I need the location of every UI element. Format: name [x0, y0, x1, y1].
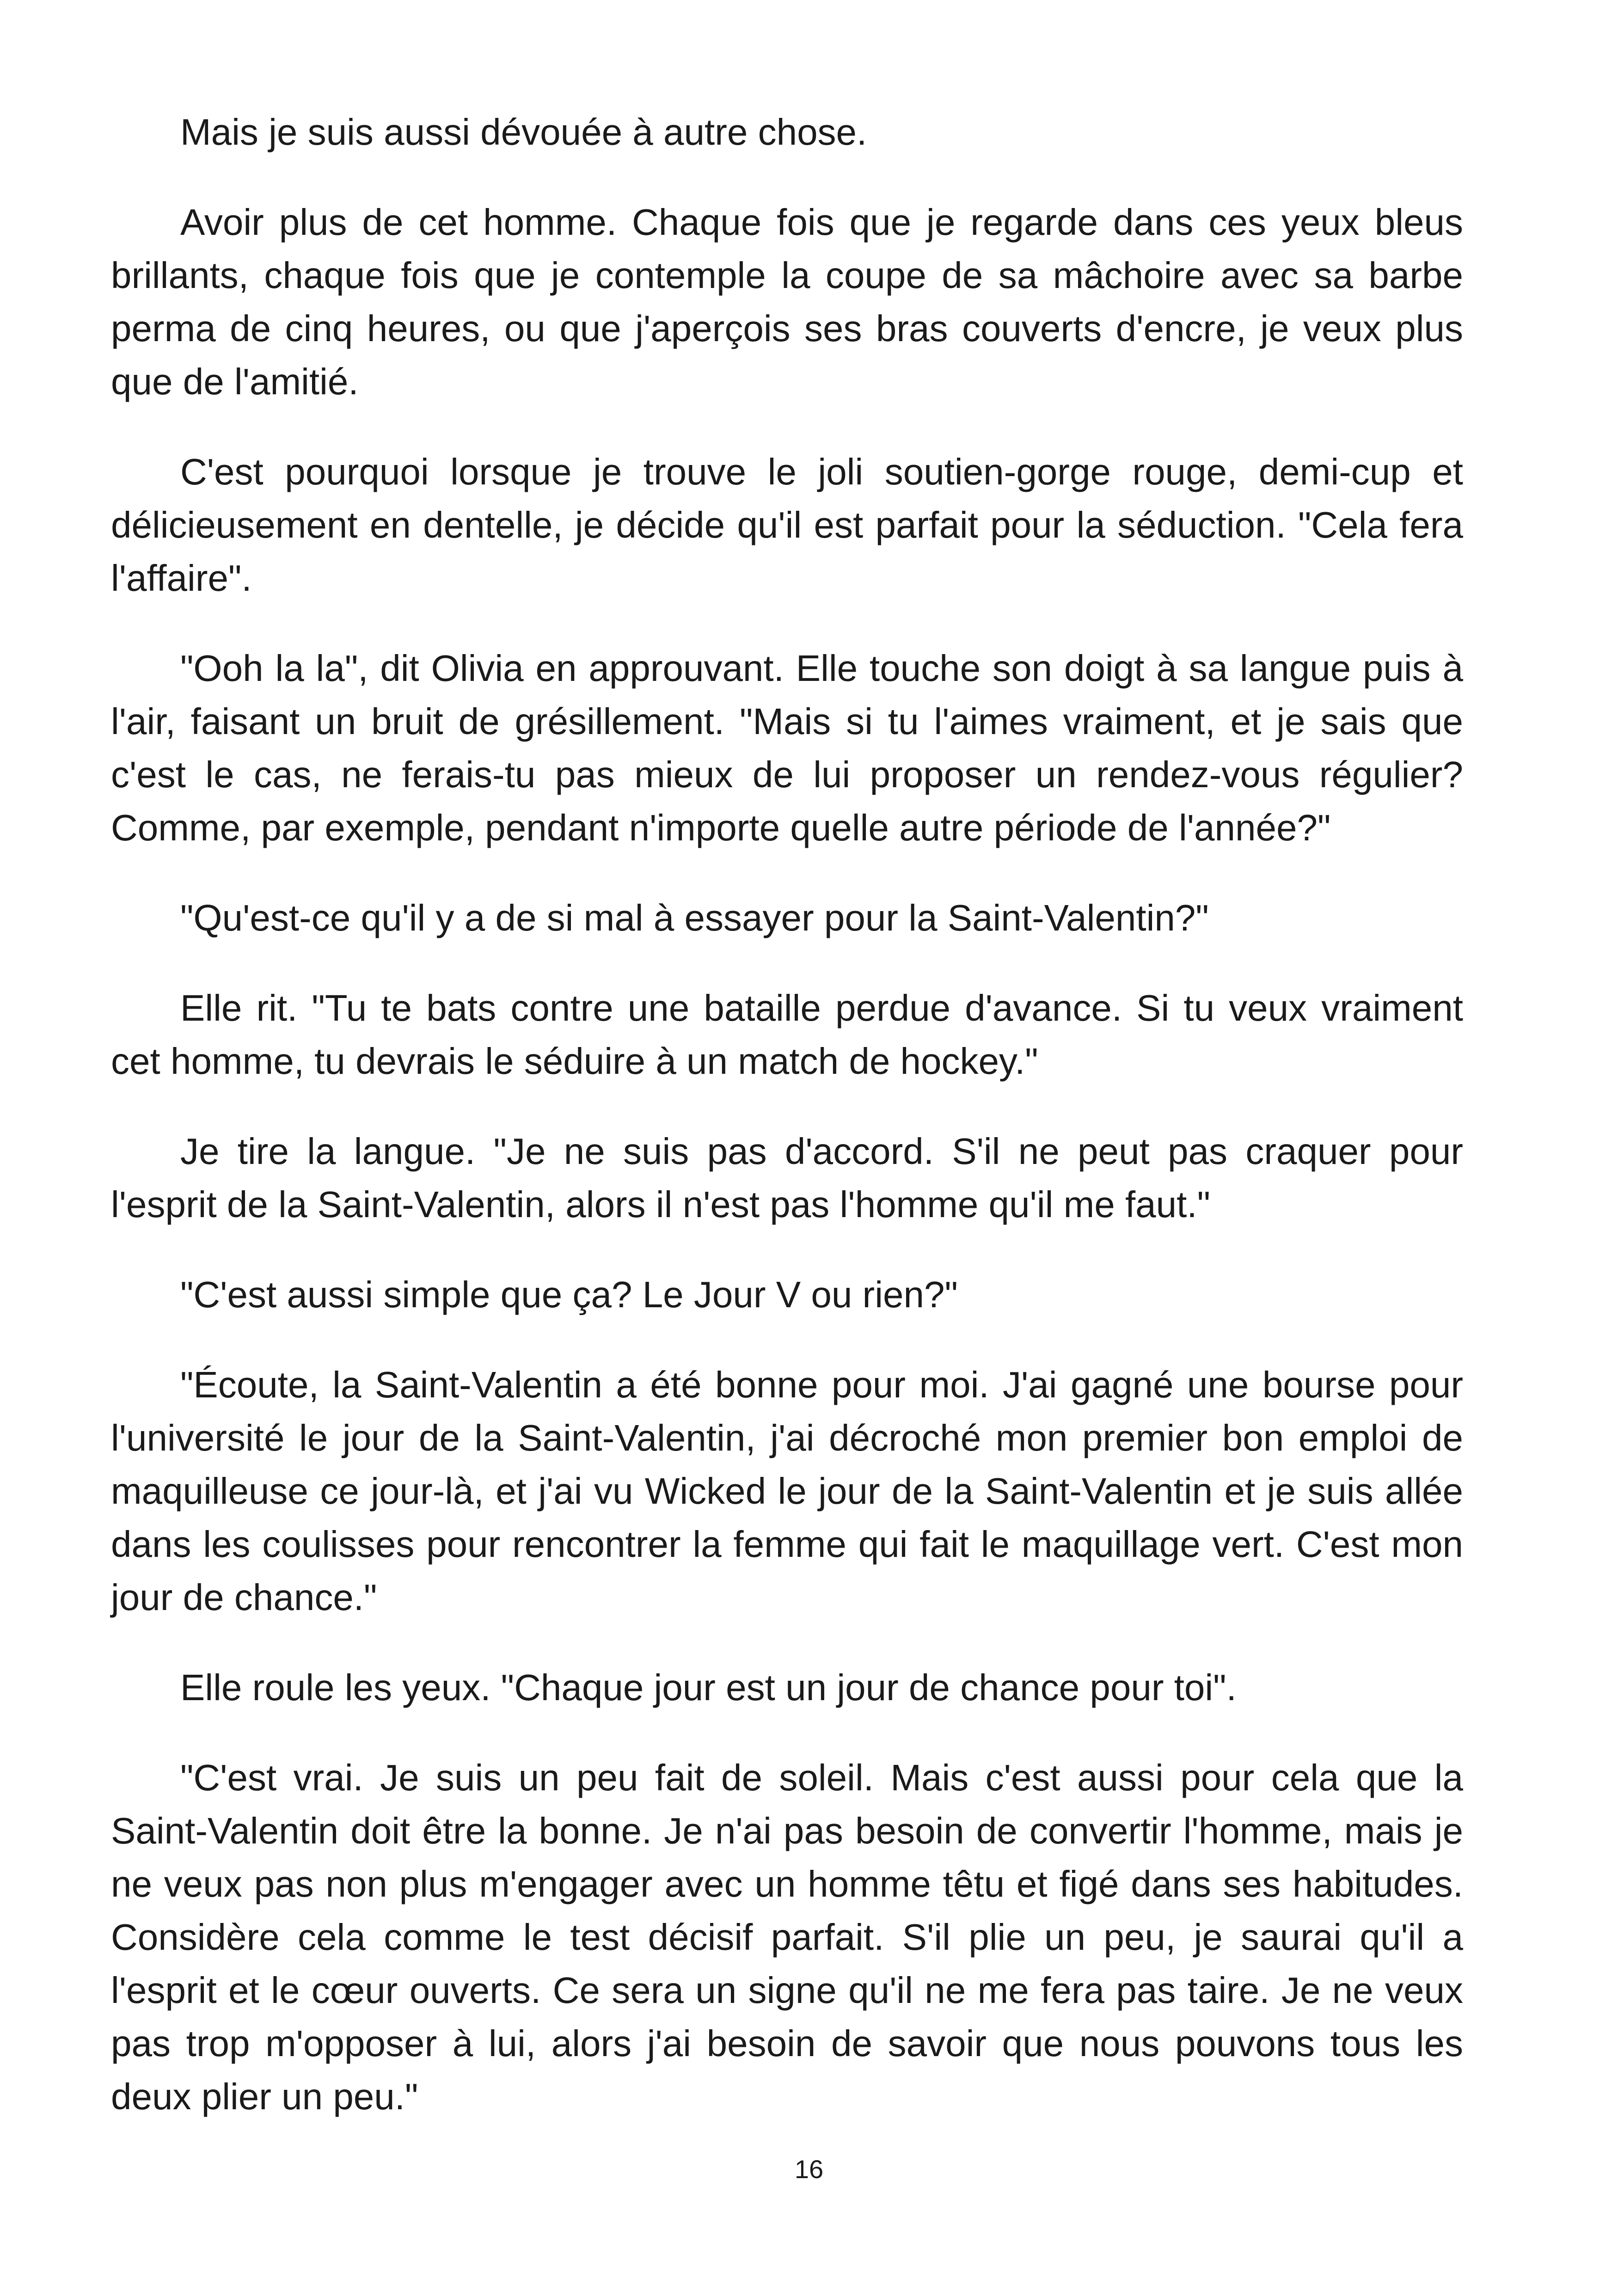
paragraph: "C'est vrai. Je suis un peu fait de soleil. Mais c'est aussi pour cela que la Saint-Valentin doit être la bonne. Je n'ai pas besoin de convertir l'homme, mais je ne veux pas non plus m'engager avec un homme têtu et figé dans ses habitudes. Considère cela comme le test décisif parfait. S'il plie un peu, je saurai qu'il a l'esprit et le cœur ouverts. Ce sera un signe qu'il ne me fera pas taire. Je ne veux pas trop m'opposer à lui, alors j'ai besoin de savoir que nous pouvons tous les deux plier un peu." [111, 1757, 1463, 2117]
paragraph: "Écoute, la Saint-Valentin a été bonne pour moi. J'ai gagné une bourse pour l'université le jour de la Saint-Valentin, j'ai décroché mon premier bon emploi de maquilleuse ce jour-là, et j'ai vu Wicked le jour de la Saint-Valentin et je suis allée dans les coulisses pour rencontrer la femme qui fait le maquillage vert. C'est mon jour de chance." [111, 1364, 1463, 1618]
page-number: 16 [794, 2155, 824, 2184]
body-text [111, 105, 1463, 2123]
paragraph: Mais je suis aussi dévouée à autre chose. [180, 111, 867, 153]
paragraph: Avoir plus de cet homme. Chaque fois que je regarde dans ces yeux bleus brillants, chaque fois que je contemple la coupe de sa mâchoire avec sa barbe perma de cinq heures, ou que j'aperçois ses bras couverts d'encre, je veux plus que de l'amitié. [111, 202, 1463, 402]
paragraph: C'est pourquoi lorsque je trouve le joli soutien-gorge rouge, demi-cup et délicieusement en dentelle, je décide qu'il est parfait pour la séduction. "Cela fera l'affaire". [111, 451, 1463, 599]
paragraph: Elle rit. "Tu te bats contre une bataille perdue d'avance. Si tu veux vraiment cet homme, tu devrais le séduire à un match de hockey." [111, 987, 1463, 1082]
paragraph: "Ooh la la", dit Olivia en approuvant. Elle touche son doigt à sa langue puis à l'air, faisant un bruit de grésillement. "Mais si tu l'aimes vraiment, et je sais que c'est le cas, ne ferais-tu pas mieux de lui proposer un rendez-vous régulier? Comme, par exemple, pendant n'importe quelle autre période de l'année?" [111, 648, 1463, 848]
paragraph: Je tire la langue. "Je ne suis pas d'accord. S'il ne peut pas craquer pour l'esprit de la Saint-Valentin, alors il n'est pas l'homme qu'il me faut." [111, 1131, 1463, 1225]
paragraph: "Qu'est-ce qu'il y a de si mal à essayer pour la Saint-Valentin?" [180, 897, 1209, 938]
paragraph: Elle roule les yeux. "Chaque jour est un jour de chance pour toi". [180, 1667, 1237, 1708]
paragraph: "C'est aussi simple que ça? Le Jour V ou rien?" [180, 1274, 958, 1315]
